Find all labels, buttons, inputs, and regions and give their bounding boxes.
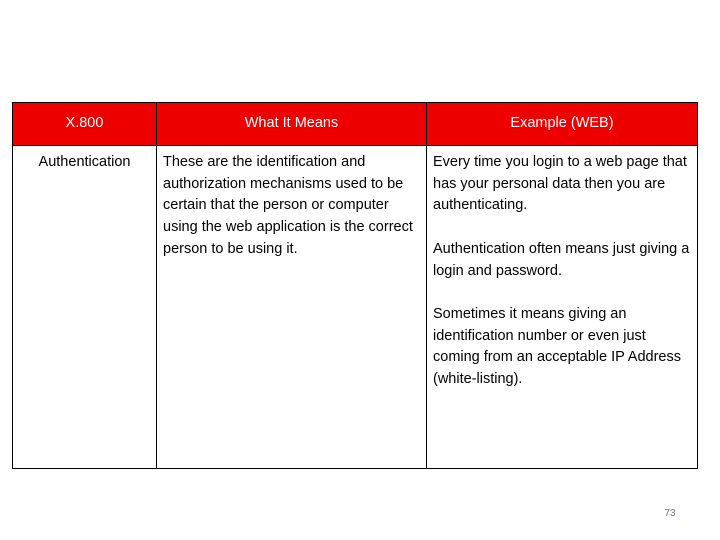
table-header-row	[13, 103, 698, 146]
table-row	[13, 146, 698, 469]
example-paragraph-1: Every time you login to a web page that has your personal data then you are authenticating.	[433, 154, 687, 214]
header-cell-example: Example (WEB)	[427, 103, 698, 146]
header-cell-x800: X.800	[13, 103, 157, 146]
cell-example	[427, 146, 698, 469]
cell-meaning: These are the identification and authorization mechanisms used to be certain that the person or computer using the web application is the correct person to be using it.	[157, 146, 427, 469]
cell-x800: Authentication	[13, 146, 157, 469]
page-number: 73	[664, 508, 676, 519]
example-paragraph-3: Sometimes it means giving an identification number or even just coming from an acceptable IP Address (white-listing).	[433, 305, 681, 387]
content-table	[12, 102, 698, 469]
header-cell-meaning: What It Means	[157, 103, 427, 146]
example-paragraph-2: Authentication often means just giving a login and password.	[433, 240, 690, 279]
